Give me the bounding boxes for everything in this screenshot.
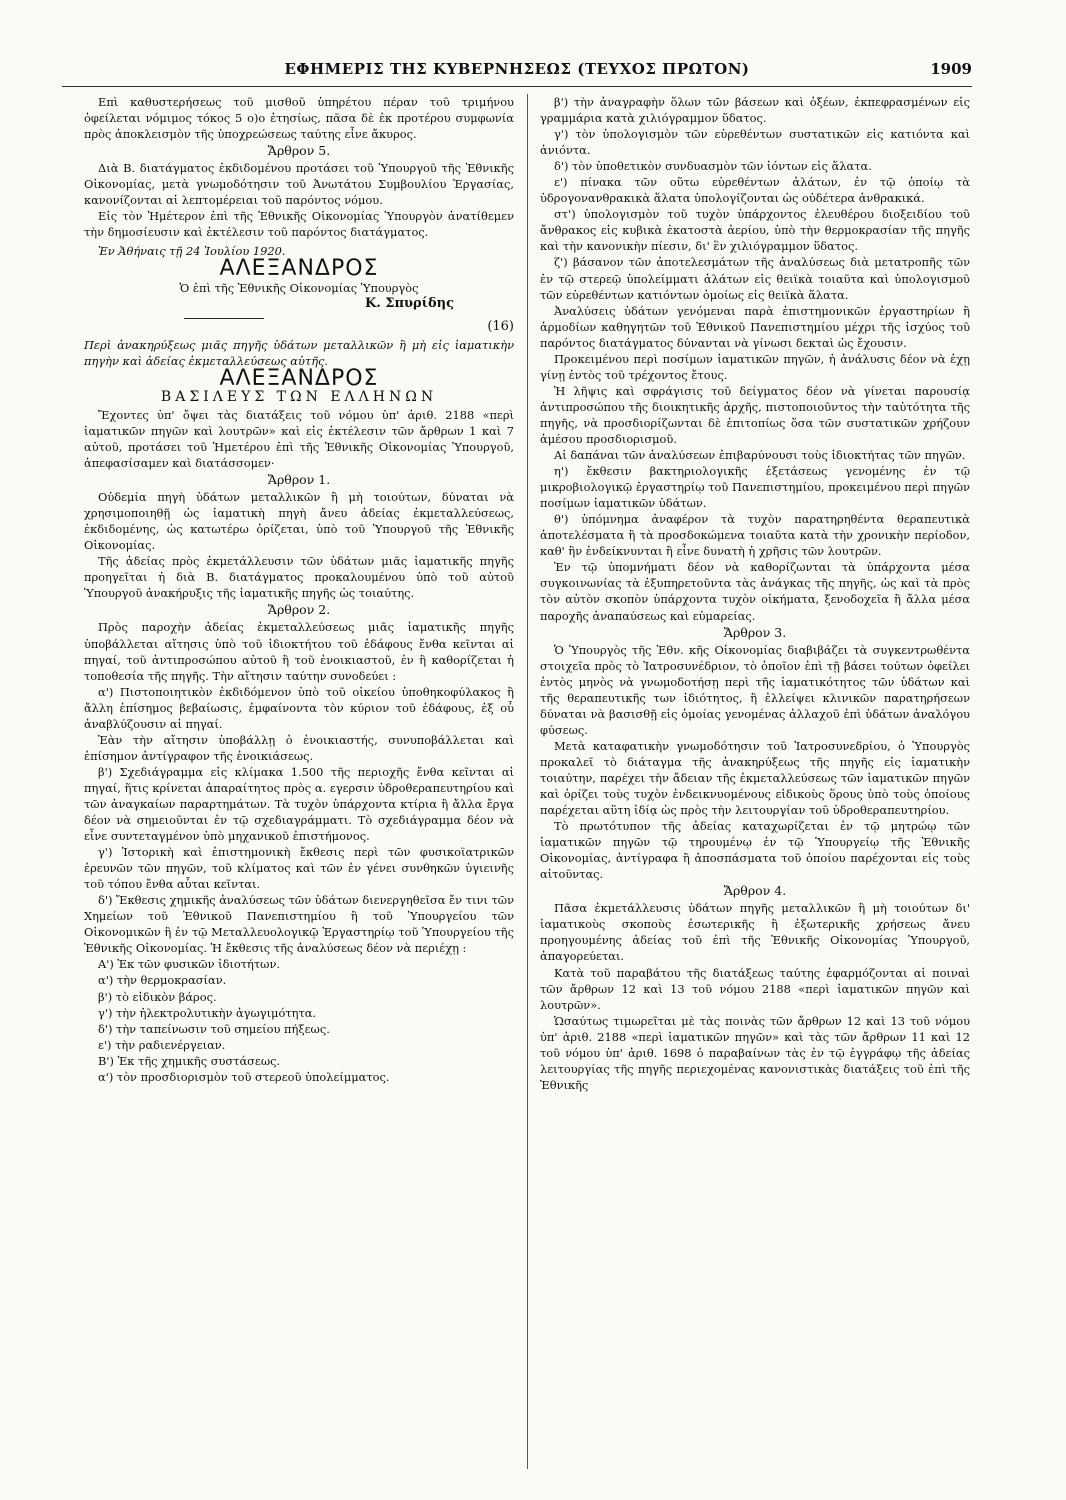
article-heading: Ἄρθρον 2. xyxy=(267,602,331,618)
paragraph: γ') Ἱστορικὴ καὶ ἐπιστημονικὴ ἔκθεσις περὶ τῶν φυσικοϊατρικῶν ἐρευνῶν τῶν πηγῶν, τοῦ κλίματος καὶ τῶν ἐν γένει συνθηκῶν ὑγιεινῆς τοῦ τόπου ἔνθα αὗται κεῖνται. xyxy=(84,845,514,892)
list-item: β') τὴν ἀναγραφὴν ὅλων τῶν βάσεων καὶ ὀξέων, ἐκπεφρασμένων εἰς γραμμάρια κατὰ χιλιόγραμμον ὕδατος. xyxy=(540,95,970,126)
minister-office: Ὁ ἐπὶ τῆς Ἐθνικῆς Οἰκονομίας Ὑπουργὸς xyxy=(179,280,419,295)
preamble: Ἔχοντες ὑπ' ὄψει τὰς διατάξεις τοῦ νόμου ὑπ' ἀριθ. 2188 «περὶ ἰαματικῶν πηγῶν καὶ λουτρῶν» καὶ εἰς ἐκτέλεσιν τῶν ἄρθρων 1 καὶ 7 αὐτοῦ, προτάσει τοῦ Ἡμετέρου ἐπὶ τῆς Ἐθνικῆς Οἰκονομίας Ὑπουργοῦ, ἀπεφασίσαμεν καὶ διατάσσομεν· xyxy=(84,407,514,470)
list-item: θ') ὑπόμνημα ἀναφέρον τὰ τυχὸν παρατηρηθέντα θεραπευτικὰ ἀποτελέσματα ἢ τὰ προσδοκώμενα τοιαῦτα κατὰ τὴν χρονικὴν περίοδον, καθ' ἣν ἐνδείκνυνται ἢ εἶνε δυνατὴ ἡ χρῆσις τῶν λουτρῶν. xyxy=(540,512,970,559)
paragraph: Επὶ καθυστερήσεως τοῦ μισθοῦ ὑπηρέτου πέραν τοῦ τριμήνου ὀφείλεται νόμιμος τόκος 5 ο)ο ἐτησίως, πᾶσα δὲ ἐκ προτέρου συμφωνία πρὸς ἀποκλεισμὸν τῆς ὑποχρεώσεως ταύτης εἶνε ἄκυρος. xyxy=(84,95,514,142)
paragraph: Ὁ Ὑπουργὸς τῆς Ἐθν. κῆς Οἰκονομίας διαβιβάζει τὰ συγκεντρωθέντα στοιχεῖα πρὸς τὸ Ἰατροσυνέδριον, τὸ ὁποῖον ἐπὶ τῇ βάσει τούτων ὀφείλει ἐντὸς μηνὸς νὰ γνωμοδοτήσῃ περὶ τῆς ἰαματικότητος τῶν ὑδάτων καὶ τῆς θεραπευτικῆς των ἰδιότητος, ἢ ἐλλείψει κλινικῶν παρατηρήσεων δύναται νὰ βασισθῇ εἰς ὁμοίας γενομένας ἀλλαχοῦ ἐπὶ ὑδάτων ἀναλόγου φύσεως. xyxy=(540,642,970,737)
paragraph: Προκειμένου περὶ ποσίμων ἰαματικῶν πηγῶν, ἡ ἀνάλυσις δέον νὰ ἐχῃ γίνῃ ἐντὸς τοῦ τρέχοντος ἔτους. xyxy=(540,351,970,382)
gazette-title: ΕΦΗΜΕΡΙΣ ΤΗΣ ΚΥΒΕΡΝΗΣΕΩΣ (ΤΕΥΧΟΣ ΠΡΩΤΟΝ) xyxy=(284,60,750,78)
paragraph: α') Πιστοποιητικὸν ἐκδιδόμενον ὑπὸ τοῦ οἰκείου ὑποθηκοφύλακος ἢ ἄλλη ἐπίσημος βεβαίωσις, ἐμφαίνοντα τὸν κύριον τοῦ ἐδάφους, ἐξ οὗ ἀναβλύζουσιν αἱ πηγαί. xyxy=(84,684,514,731)
list-item: γ') τὴν ἠλεκτρολυτικὴν ἀγωγιμότητα. xyxy=(98,1005,317,1020)
king-name: ΑΛΕΞΑΝΔΡΟΣ xyxy=(219,256,379,282)
decree-date: Ἐν Ἀθήναις τῇ 24 Ἰουλίου 1920. xyxy=(98,244,286,259)
paragraph: Ἡ λῆψις καὶ σφράγισις τοῦ δείγματος δέον νὰ γίνεται παρουσίᾳ ἀντιπροσώπου τῆς διοικητικῆς ἀρχῆς, πιστοποιοῦντος τὴν ταὐτότητα τῆς πηγῆς, νὰ προσδιορίζωνται δὲ ἐπιτοπίως ὅσα τῶν συστατικῶν χρήζουν ἀμέσου προσδιορισμοῦ. xyxy=(540,383,970,446)
decree-title: Περὶ ἀνακηρύξεως μιᾶς πηγῆς ὑδάτων μεταλλικῶν ἢ μὴ εἰς ἰαματικὴν πηγὴν καὶ ἀδείας ἐκμεταλλεύσεως αὐτῆς. xyxy=(84,337,514,368)
paragraph: Τὸ πρωτότυπον τῆς ἀδείας καταχωρίζεται ἐν τῷ μητρώῳ τῶν ἰαματικῶν πηγῶν τῷ τηρουμένῳ ἐν τῷ Ὑπουργείῳ τῆς Ἐθνικῆς Οἰκονομίας, ἀντίγραφα ἢ ἀποσπάσματα τοῦ ὁποίου παρέχονται εἰς τοὺς αἰτοῦντας. xyxy=(540,819,970,882)
list-item: γ') τὸν ὑπολογισμὸν τῶν εὑρεθέντων συστατικῶν εἰς κατιόντα καὶ ἀνιόντα. xyxy=(540,127,970,158)
right-column xyxy=(540,94,970,1093)
paragraph: δ') Ἔκθεσις χημικῆς ἀναλύσεως τῶν ὑδάτων διενεργηθεῖσα ἔν τινι τῶν Χημείων τοῦ Ἐθνικοῦ Πανεπιστημίου ἢ τοῦ Ὑπουργείου τῶν Οἰκονομικῶν ἢ ἐν τῷ Μεταλλευολογικῷ Ἐργαστηρίῳ τοῦ Ὑπουργείου τῆς Ἐθνικῆς Οἰκονομίας. Ἡ ἔκθεσις τῆς ἀναλύσεως δέον νὰ περιέχῃ : xyxy=(84,893,515,956)
list-item: δ') τὸν ὑποθετικὸν συνδυασμὸν τῶν ἰόντων εἰς ἅλατα. xyxy=(554,159,872,174)
header-rule xyxy=(62,86,972,87)
list-item: α') τὴν θερμοκρασίαν. xyxy=(98,973,227,988)
list-item: ζ') βάσανον τῶν ἀποτελεσμάτων τῆς ἀναλύσεως διὰ μετατροπῆς τῶν ἐν τῷ στερεῷ ὑπολείμματι ἁλάτων εἰς θειϊκὰ τοιαῦτα καὶ ὑπολογισμοῦ τῶν εὑρεθέντων κατιόντων ὁμοίως εἰς θειϊκὰ ἅλατα. xyxy=(540,255,970,302)
list-item: η') ἔκθεσιν βακτηριολογικῆς ἐξετάσεως γενομένης ἐν τῷ μικροβιολογικῷ ἐργαστηρίῳ τοῦ Πανεπιστημίου, προκειμένου περὶ πηγῶν ποσίμων ἰαματικῶν ὑδάτων. xyxy=(540,464,970,511)
paragraph: Ὡσαύτως τιμωρεῖται μὲ τὰς ποινὰς τῶν ἄρθρων 12 καὶ 13 τοῦ νόμου ὑπ' ἀριθ. 2188 «περὶ ἰαματικῶν πηγῶν» καὶ τὰς τῶν ἄρθρων 11 καὶ 12 τοῦ νόμου ὑπ' ἀριθ. 1698 ὁ παραβαίνων τὰς ἐν τῷ ἐγγράφῳ τῆς ἀδείας λειτουργίας τῆς πηγῆς περιεχομένας κανονιστικὰς διατάξεις τοῦ ἐπὶ τῆς Ἐθνικῆς xyxy=(540,1013,970,1092)
paragraph: Μετὰ καταφατικὴν γνωμοδότησιν τοῦ Ἰατροσυνεδρίου, ὁ Ὑπουργὸς προκαλεῖ τὸ διάταγμα τῆς ἀνακηρύξεως τῆς πηγῆς εἰς ἰαματικὴν τοιαύτην, παρέχει τὴν ἄδειαν τῆς ἐκμεταλλεύσεως τῶν ἰαματικῶν πηγῶν καὶ ὁρίζει τοὺς τυχὸν ἐνδεικνυομένους εἰδικοὺς ὅρους ὑπὸ τοὺς ὁποίους παρέχεται αὕτη ἰδίᾳ ὡς πρὸς τὴν λειτουργίαν τοῦ ὑδροθεραπευτηρίου. xyxy=(540,738,970,818)
king-title: ΒΑΣΙΛΕΥΣ ΤΩΝ ΕΛΛΗΝΩΝ xyxy=(160,388,438,405)
paragraph: Ἀναλύσεις ὑδάτων γενόμεναι παρὰ ἐπιστημονικῶν ἐργαστηρίων ἢ ἁρμοδίων καθηγητῶν τοῦ Ἐθνικοῦ Πανεπιστημίου μέχρι τῆς ἰσχύος τοῦ παρόντος διατάγματος δύνανται νὰ γίνωσι δεκταὶ ὡς ἔχουσιν. xyxy=(540,303,970,350)
article-heading: Ἄρθρον 1. xyxy=(267,472,331,488)
minister-signature: Κ. Σπυρίδης xyxy=(364,295,454,311)
list-item: Α') Ἐκ τῶν φυσικῶν ἰδιοτήτων. xyxy=(98,957,281,972)
paragraph: Πᾶσα ἐκμετάλλευσις ὑδάτων πηγῆς μεταλλικῶν ἢ μὴ τοιούτων δι' ἰαματικοὺς σκοποὺς ἐσωτερικῆς ἢ ἐξωτερικῆς χρήσεως ἄνευ προηγουμένης ἀδείας τοῦ ἐπὶ τῆς Ἐθνικῆς Οἰκονομίας Ὑπουργοῦ, ἀπαγορεύεται. xyxy=(540,901,970,964)
paragraph: Πρὸς παροχὴν ἀδείας ἐκμεταλλεύσεως μιᾶς ἰαματικῆς πηγῆς ὑποβάλλεται αἴτησις ὑπὸ τοῦ ἰδιοκτήτου τοῦ ἐδάφους ἔνθα κεῖνται αἱ πηγαί, τοῦ ἀντιπροσώπου αὐτοῦ ἢ τοῦ ἐνοικιαστοῦ, ἐν ἣ καθορίζεται ἡ τοποθεσία τῆς πηγῆς. Τὴν αἴτησιν ταύτην συνοδεύει : xyxy=(84,620,514,683)
paragraph: Ἐν τῷ ὑπομνήματι δέον νὰ καθορίζωνται τὰ ὑπάρχοντα μέσα συγκοινωνίας τὰ ἐξυπηρετοῦντα τὰς ἀνάγκας τῆς πηγῆς, ὡς καὶ τὰ πρὸς τὸν αὐτὸν σκοπὸν ὑπάρχοντα τυχὸν οἰκήματα, ξενοδοχεῖα ἢ ἄλλα μέσα παροχῆς ἀναπαύσεως καὶ εὐμαρείας. xyxy=(540,560,970,623)
article-heading: Ἄρθρον 5. xyxy=(267,143,331,159)
page-header xyxy=(62,60,972,82)
list-item: α') τὸν προσδιορισμὸν τοῦ στερεοῦ ὑπολείμματος. xyxy=(98,1069,390,1084)
paragraph: Ἐὰν τὴν αἴτησιν ὑποβάλλῃ ὁ ἐνοικιαστής, συνυποβάλλεται καὶ ἐπίσημον ἀντίγραφον τῆς ἐνοικιάσεως. xyxy=(84,732,514,763)
paragraph: Κατὰ τοῦ παραβάτου τῆς διατάξεως ταύτης ἐφαρμόζονται αἱ ποιναὶ τῶν ἄρθρων 12 καὶ 13 τοῦ νόμου 2188 «περὶ ἰαματικῶν πηγῶν καὶ λουτρῶν». xyxy=(540,965,970,1012)
article-heading: Ἄρθρον 3. xyxy=(723,624,787,640)
page-number: 1909 xyxy=(930,60,972,78)
list-item: ε') πίνακα τῶν οὕτω εὑρεθέντων ἁλάτων, ἐν τῷ ὁποίῳ τὰ ὑδρογονανθρακικὰ ἅλατα ὑπολογίζονται ὡς οὐδέτερα ἀνθρακικά. xyxy=(540,175,970,206)
paragraph: Αἱ δαπάναι τῶν ἀναλύσεων ἐπιβαρύνουσι τοὺς ἰδιοκτήτας τῶν πηγῶν. xyxy=(554,448,966,463)
paragraph: Οὐδεμία πηγὴ ὑδάτων μεταλλικῶν ἢ μὴ τοιούτων, δύναται νὰ χρησιμοποιηθῇ ὡς ἰαματικὴ πηγὴ ἄνευ ἀδείας ἐκμεταλλεύσεως, ἐκδιδομένης, ὡς κατωτέρω ὁρίζεται, ὑπὸ τοῦ Ὑπουργοῦ τῆς Ἐθνικῆς Οἰκονομίας. xyxy=(84,490,514,553)
column-separator xyxy=(527,94,528,1469)
paragraph: Τῆς ἀδείας πρὸς ἐκμετάλλευσιν τῶν ὑδάτων μιᾶς ἰαματικῆς πηγῆς προηγεῖται ἡ διὰ Β. διατάγματος προκαλουμένου ὑπὸ τοῦ αὐτοῦ Ὑπουργοῦ ἀνακήρυξις τῆς ἰαματικῆς πηγῆς ὡς τοιαύτης. xyxy=(84,554,514,601)
list-item: β') τὸ εἰδικὸν βάρος. xyxy=(98,989,217,1004)
list-item: ε') τὴν ραδιενέργειαν. xyxy=(98,1037,226,1052)
paragraph: Εἰς τὸν Ἡμέτερον ἐπὶ τῆς Ἐθνικῆς Οἰκονομίας Ὑπουργὸν ἀνατίθεμεν τὴν δημοσίευσιν καὶ ἐκτέλεσιν τοῦ παρόντος διατάγματος. xyxy=(84,209,514,240)
decree-number: (16) xyxy=(487,318,514,334)
list-item: δ') τὴν ταπείνωσιν τοῦ σημείου πήξεως. xyxy=(98,1021,330,1036)
list-item: στ') ὑπολογισμὸν τοῦ τυχὸν ὑπάρχοντος ἐλευθέρου διοξειδίου τοῦ ἄνθρακος εἰς κυβικὰ ἑκατοστὰ ἀερίου, ὑπὸ τὴν θερμοκρασίαν τῆς πηγῆς καὶ τὴν κανονικὴν πίεσιν, δι' ἓν χιλιόγραμμον ὕδατος. xyxy=(540,207,970,254)
paragraph: Διὰ Β. διατάγματος ἐκδιδομένου προτάσει τοῦ Ὑπουργοῦ τῆς Ἐθνικῆς Οἰκονομίας, μετὰ γνωμοδότησιν τοῦ Ἀνωτάτου Συμβουλίου Ἐργασίας, κανονίζονται αἱ λεπτομέρειαι τοῦ παρόντος νόμου. xyxy=(84,161,514,208)
paragraph: β') Σχεδιάγραμμα εἰς κλίμακα 1.500 τῆς περιοχῆς ἔνθα κεῖνται αἱ πηγαί, ἥτις κρίνεται ἀπαραίτητος πρὸς α. εγερσιν ὑδροθεραπευτηρίου καὶ τῶν ἀναγκαίων παραρτημάτων. Τὰ τυχὸν ὑπάρχοντα κτίρια ἢ ἄλλα ἔργα δέον νὰ σημειοῦνται ἐν τῷ σχεδιαγράμματι. Τὸ σχεδιάγραμμα δέον νὰ εἶνε συντεταγμένον ὑπὸ μηχανικοῦ ἐπιστήμονος. xyxy=(84,764,514,844)
king-name: ΑΛΕΞΑΝΔΡΟΣ xyxy=(219,365,379,391)
article-heading: Ἄρθρον 4. xyxy=(723,883,787,899)
list-item: Β') Ἐκ τῆς χημικῆς συστάσεως. xyxy=(98,1053,281,1068)
left-column xyxy=(84,94,514,1085)
